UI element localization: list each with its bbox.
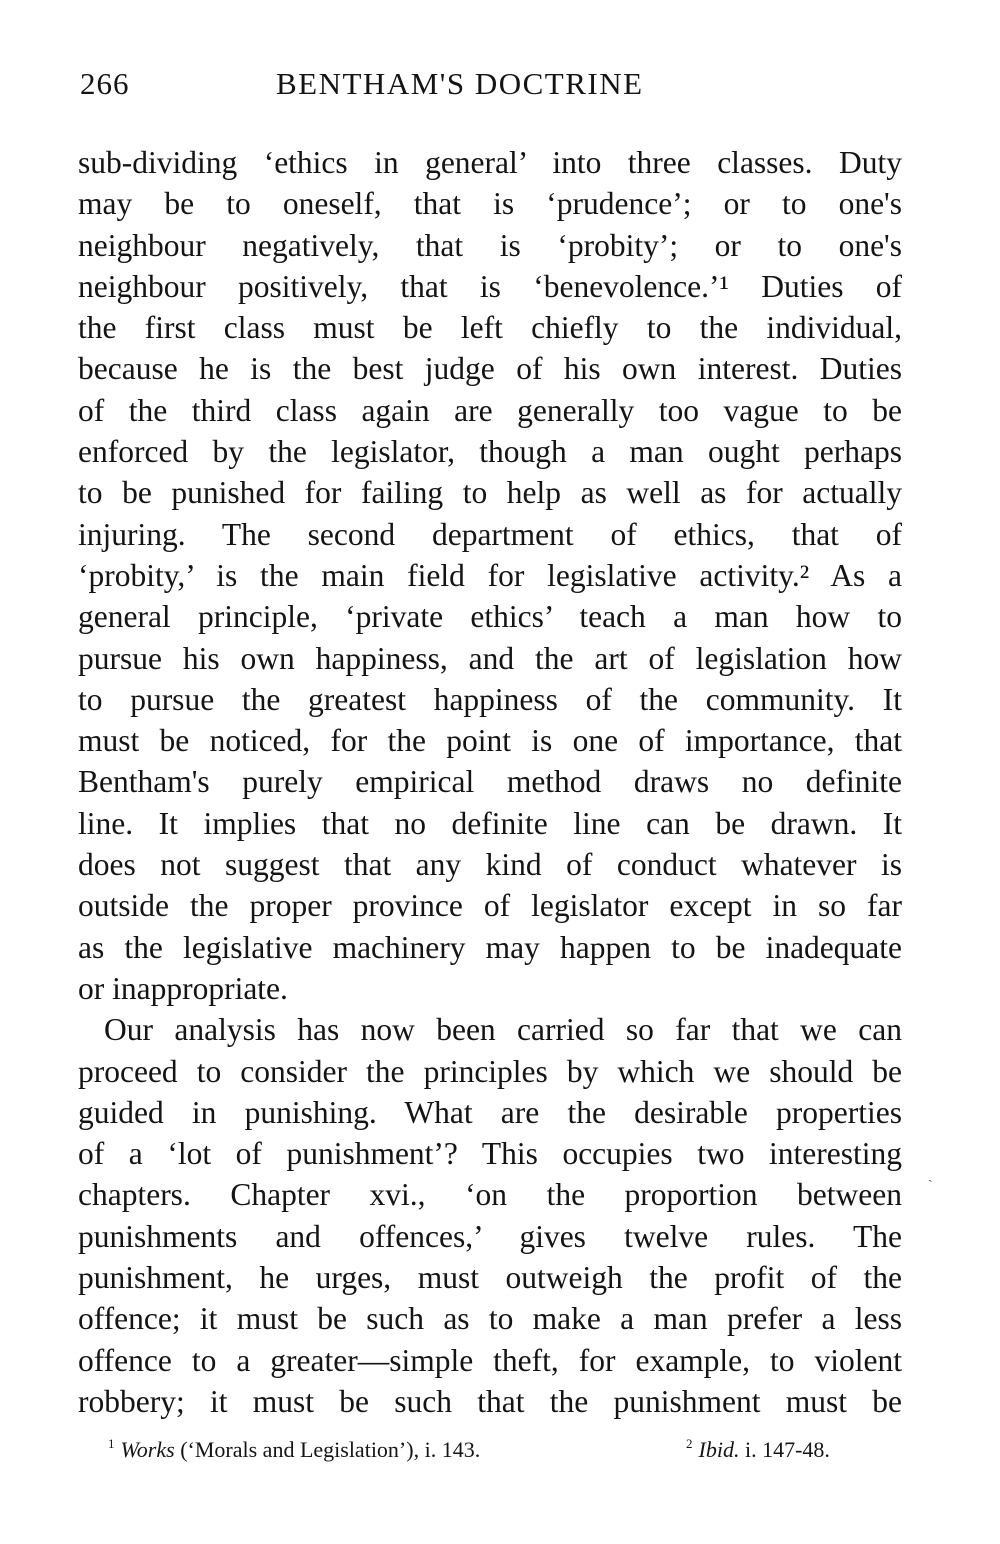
text-line: enforced by the legislator, though a man ought perhaps bbox=[78, 434, 902, 470]
text-line: pursue his own happiness, and the art of legislation how bbox=[78, 640, 902, 676]
text-line: guided in punishing. What are the desirable properties bbox=[78, 1094, 902, 1130]
text-line: to be punished for failing to help as well as for actually bbox=[78, 475, 902, 511]
text-line: of the third class again are generally too vague to be bbox=[78, 392, 902, 428]
text-line: robbery; it must be such that the punishment must be bbox=[78, 1383, 902, 1419]
footnote-marker: 1 bbox=[108, 1436, 115, 1451]
text-line: must be noticed, for the point is one of importance, that bbox=[78, 723, 902, 759]
text-line: Bentham's purely empirical method draws no definite bbox=[78, 764, 902, 800]
footnote-2 bbox=[686, 1436, 830, 1463]
text-line: neighbour positively, that is ‘benevolence.’¹ Duties of bbox=[78, 268, 902, 304]
text-line: offence; it must be such as to make a man prefer a less bbox=[78, 1301, 902, 1337]
text-line: because he is the best judge of his own interest. Duties bbox=[78, 351, 902, 387]
text-line: general principle, ‘private ethics’ teach a man how to bbox=[78, 599, 902, 635]
text-line: to pursue the greatest happiness of the community. It bbox=[78, 681, 902, 717]
text-line: neighbour negatively, that is ‘probity’; or to one's bbox=[78, 227, 902, 263]
footnote-marker: 2 bbox=[686, 1436, 693, 1451]
footnotes bbox=[78, 1436, 902, 1476]
running-title: BENTHAM'S DOCTRINE bbox=[276, 66, 644, 101]
footnote-1 bbox=[108, 1436, 480, 1463]
body-text bbox=[78, 142, 902, 1422]
text-line: sub-dividing ‘ethics in general’ into three classes. Duty bbox=[78, 145, 902, 180]
text-line: punishments and offences,’ gives twelve rules. The bbox=[78, 1218, 902, 1254]
text-line: does not suggest that any kind of conduct whatever is bbox=[78, 847, 902, 883]
paragraph-start-line: Our analysis has now been carried so far that we can bbox=[104, 1012, 902, 1048]
text-line: the first class must be left chiefly to the individual, bbox=[78, 310, 902, 346]
text-line: line. It implies that no definite line can be drawn. It bbox=[78, 805, 902, 841]
text-line: injuring. The second department of ethics, that of bbox=[78, 516, 902, 552]
text-line: of a ‘lot of punishment’? This occupies two interesting bbox=[78, 1136, 902, 1172]
footnote-work-title: Ibid. bbox=[698, 1437, 740, 1462]
text-line: proceed to consider the principles by which we should be bbox=[78, 1053, 902, 1089]
text-line: punishment, he urges, must outweigh the profit of the bbox=[78, 1260, 902, 1296]
footnote-work-title: Works bbox=[120, 1437, 175, 1462]
text-line: chapters. Chapter xvi., ‘on the proportion between bbox=[78, 1177, 902, 1213]
text-line: offence to a greater—simple theft, for example, to violent bbox=[78, 1342, 902, 1378]
footnote-reference: i. 147-48. bbox=[744, 1437, 830, 1462]
text-line: as the legislative machinery may happen to be inadequate bbox=[78, 929, 902, 965]
page-number: 266 bbox=[80, 66, 130, 101]
text-line: ‘probity,’ is the main field for legislative activity.² As a bbox=[78, 557, 902, 593]
stray-ink-mark: ˎ bbox=[928, 1168, 933, 1183]
text-line: outside the proper province of legislator except in so far bbox=[78, 888, 902, 924]
page-header bbox=[80, 66, 900, 116]
paragraph-end-line: or inappropriate. bbox=[78, 970, 288, 1006]
footnote-reference: (‘Morals and Legislation’), i. 143. bbox=[180, 1437, 481, 1462]
text-line: may be to oneself, that is ‘prudence’; or to one's bbox=[78, 186, 902, 222]
